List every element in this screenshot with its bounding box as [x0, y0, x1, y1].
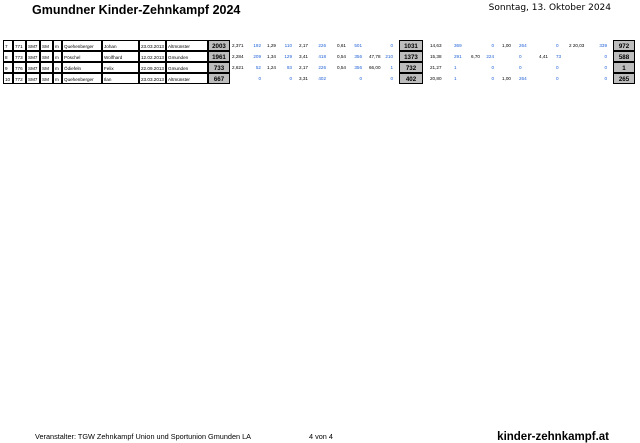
cell-p1: 209: [253, 54, 261, 59]
cell-p5: 0: [390, 43, 393, 48]
cell-p9: 0: [556, 43, 559, 48]
cell-p4: 501: [354, 43, 362, 48]
cell-first: Ilan: [102, 73, 139, 84]
cell-p1: 192: [253, 43, 261, 48]
cell-p2: 129: [284, 54, 292, 59]
event-date: Sonntag, 13. Oktober 2024: [488, 3, 611, 13]
cell-e2: 1,29: [267, 43, 276, 48]
cell-e5: 66,00: [369, 65, 381, 70]
cell-p9: 0: [556, 65, 559, 70]
cell-ak: SM: [40, 51, 53, 62]
cell-total: 733: [208, 62, 230, 73]
cell-p2: 110: [284, 43, 292, 48]
cell-e7: 6,70: [471, 54, 480, 59]
cell-p8: 0: [519, 65, 522, 70]
cell-first: Johan: [102, 40, 139, 51]
cell-last: Pöschel: [62, 51, 102, 62]
cell-p6: 1: [454, 65, 457, 70]
cell-rank: 9: [3, 62, 13, 73]
cell-final: 1: [613, 62, 635, 73]
cell-g: m: [53, 62, 62, 73]
table-row: [3, 51, 634, 62]
table-row: [3, 62, 634, 73]
cell-e3: 2,17: [299, 43, 308, 48]
cell-sub: 732: [399, 62, 423, 73]
cell-nr: 773: [13, 51, 26, 62]
page-title: Gmundner Kinder-Zehnkampf 2024: [32, 3, 241, 17]
cell-e1: 2,371: [232, 43, 244, 48]
cell-p7: 0: [491, 43, 494, 48]
cell-p7: 224: [486, 54, 494, 59]
cell-total: 2003: [208, 40, 230, 51]
cell-nr: 771: [13, 40, 26, 51]
cell-born: 12.02.2013: [139, 51, 166, 62]
cell-last: Ödiefeln: [62, 62, 102, 73]
cell-p3: 418: [318, 54, 326, 59]
results-table: [3, 40, 634, 84]
cell-e1: 2,284: [232, 54, 244, 59]
cell-e8: 1,00: [502, 43, 511, 48]
cell-cat: SM7: [26, 62, 40, 73]
cell-e6: 15,38: [430, 54, 442, 59]
cell-e4: 0,54: [337, 54, 346, 59]
cell-sub: 1373: [399, 51, 423, 62]
cell-first: Wolfhard: [102, 51, 139, 62]
cell-club: Gmunden: [166, 51, 208, 62]
cell-p10: 0: [604, 76, 607, 81]
cell-cat: SM7: [26, 51, 40, 62]
cell-p3: 402: [318, 76, 326, 81]
cell-p4: 0: [359, 76, 362, 81]
cell-e8: 1,00: [502, 76, 511, 81]
cell-e2: 1,34: [267, 54, 276, 59]
cell-e5: 47,78: [369, 54, 381, 59]
cell-p1: 0: [258, 76, 261, 81]
cell-final: 972: [613, 40, 635, 51]
cell-nr: 772: [13, 73, 26, 84]
table-row: [3, 73, 634, 84]
cell-club: Altmünster: [166, 40, 208, 51]
cell-e4: 0,61: [337, 43, 346, 48]
cell-p4: 356: [354, 65, 362, 70]
cell-p8: 264: [519, 43, 527, 48]
cell-p10: 0: [604, 65, 607, 70]
cell-rank: 7: [3, 40, 13, 51]
cell-rank: 10: [3, 73, 13, 84]
cell-club: Altmünster: [166, 73, 208, 84]
cell-born: 22.09.2013: [139, 62, 166, 73]
cell-p1: 52: [255, 65, 261, 70]
cell-cat: SM7: [26, 73, 40, 84]
cell-p5: 1: [390, 65, 393, 70]
cell-rank: 8: [3, 51, 13, 62]
cell-p2: 0: [289, 76, 292, 81]
cell-e3: 3,31: [299, 76, 308, 81]
cell-p2: 93: [286, 65, 292, 70]
cell-e10: 2 20,03: [569, 43, 585, 48]
cell-born: 23.03.2013: [139, 73, 166, 84]
cell-e6: 20,80: [430, 76, 442, 81]
cell-p6: 1: [454, 76, 457, 81]
cell-p3: 226: [318, 43, 326, 48]
cell-p3: 226: [318, 65, 326, 70]
cell-p8: 264: [519, 76, 527, 81]
cell-p5: 0: [390, 76, 393, 81]
cell-club: Gmunden: [166, 62, 208, 73]
cell-e1: 2,621: [232, 65, 244, 70]
brand-link[interactable]: kinder-zehnkampf.at: [497, 431, 609, 443]
cell-p9: 0: [556, 76, 559, 81]
cell-e6: 21,27: [430, 65, 442, 70]
cell-last: Quehenberger: [62, 73, 102, 84]
cell-total: 667: [208, 73, 230, 84]
cell-first: Felix: [102, 62, 139, 73]
cell-p10: 339: [599, 43, 607, 48]
cell-p6: 369: [454, 43, 462, 48]
cell-born: 23.03.2013: [139, 40, 166, 51]
cell-final: 588: [613, 51, 635, 62]
cell-cat: SM7: [26, 40, 40, 51]
cell-e6: 14,63: [430, 43, 442, 48]
cell-ak: SM: [40, 73, 53, 84]
cell-e2: 1,24: [267, 65, 276, 70]
cell-p10: 0: [604, 54, 607, 59]
cell-e3: 2,17: [299, 65, 308, 70]
cell-g: m: [53, 40, 62, 51]
cell-g: m: [53, 51, 62, 62]
cell-ak: SM: [40, 40, 53, 51]
cell-p6: 291: [454, 54, 462, 59]
cell-p7: 0: [491, 65, 494, 70]
table-row: [3, 40, 634, 51]
page-number: 4 von 4: [309, 432, 333, 441]
cell-nr: 776: [13, 62, 26, 73]
cell-p9: 73: [556, 54, 562, 59]
cell-ak: SM: [40, 62, 53, 73]
cell-final: 265: [613, 73, 635, 84]
cell-p8: 0: [519, 54, 522, 59]
organizer-text: Veranstalter: TGW Zehnkampf Union und Sportunion Gmunden LA: [35, 432, 252, 441]
cell-total: 1961: [208, 51, 230, 62]
cell-p5: 210: [385, 54, 393, 59]
cell-last: Quehenberger: [62, 40, 102, 51]
cell-sub: 1031: [399, 40, 423, 51]
cell-e4: 0,54: [337, 65, 346, 70]
cell-g: m: [53, 73, 62, 84]
cell-e9: 4,41: [539, 54, 548, 59]
cell-p4: 356: [354, 54, 362, 59]
cell-p7: 0: [491, 76, 494, 81]
cell-e3: 3,41: [299, 54, 308, 59]
cell-sub: 402: [399, 73, 423, 84]
